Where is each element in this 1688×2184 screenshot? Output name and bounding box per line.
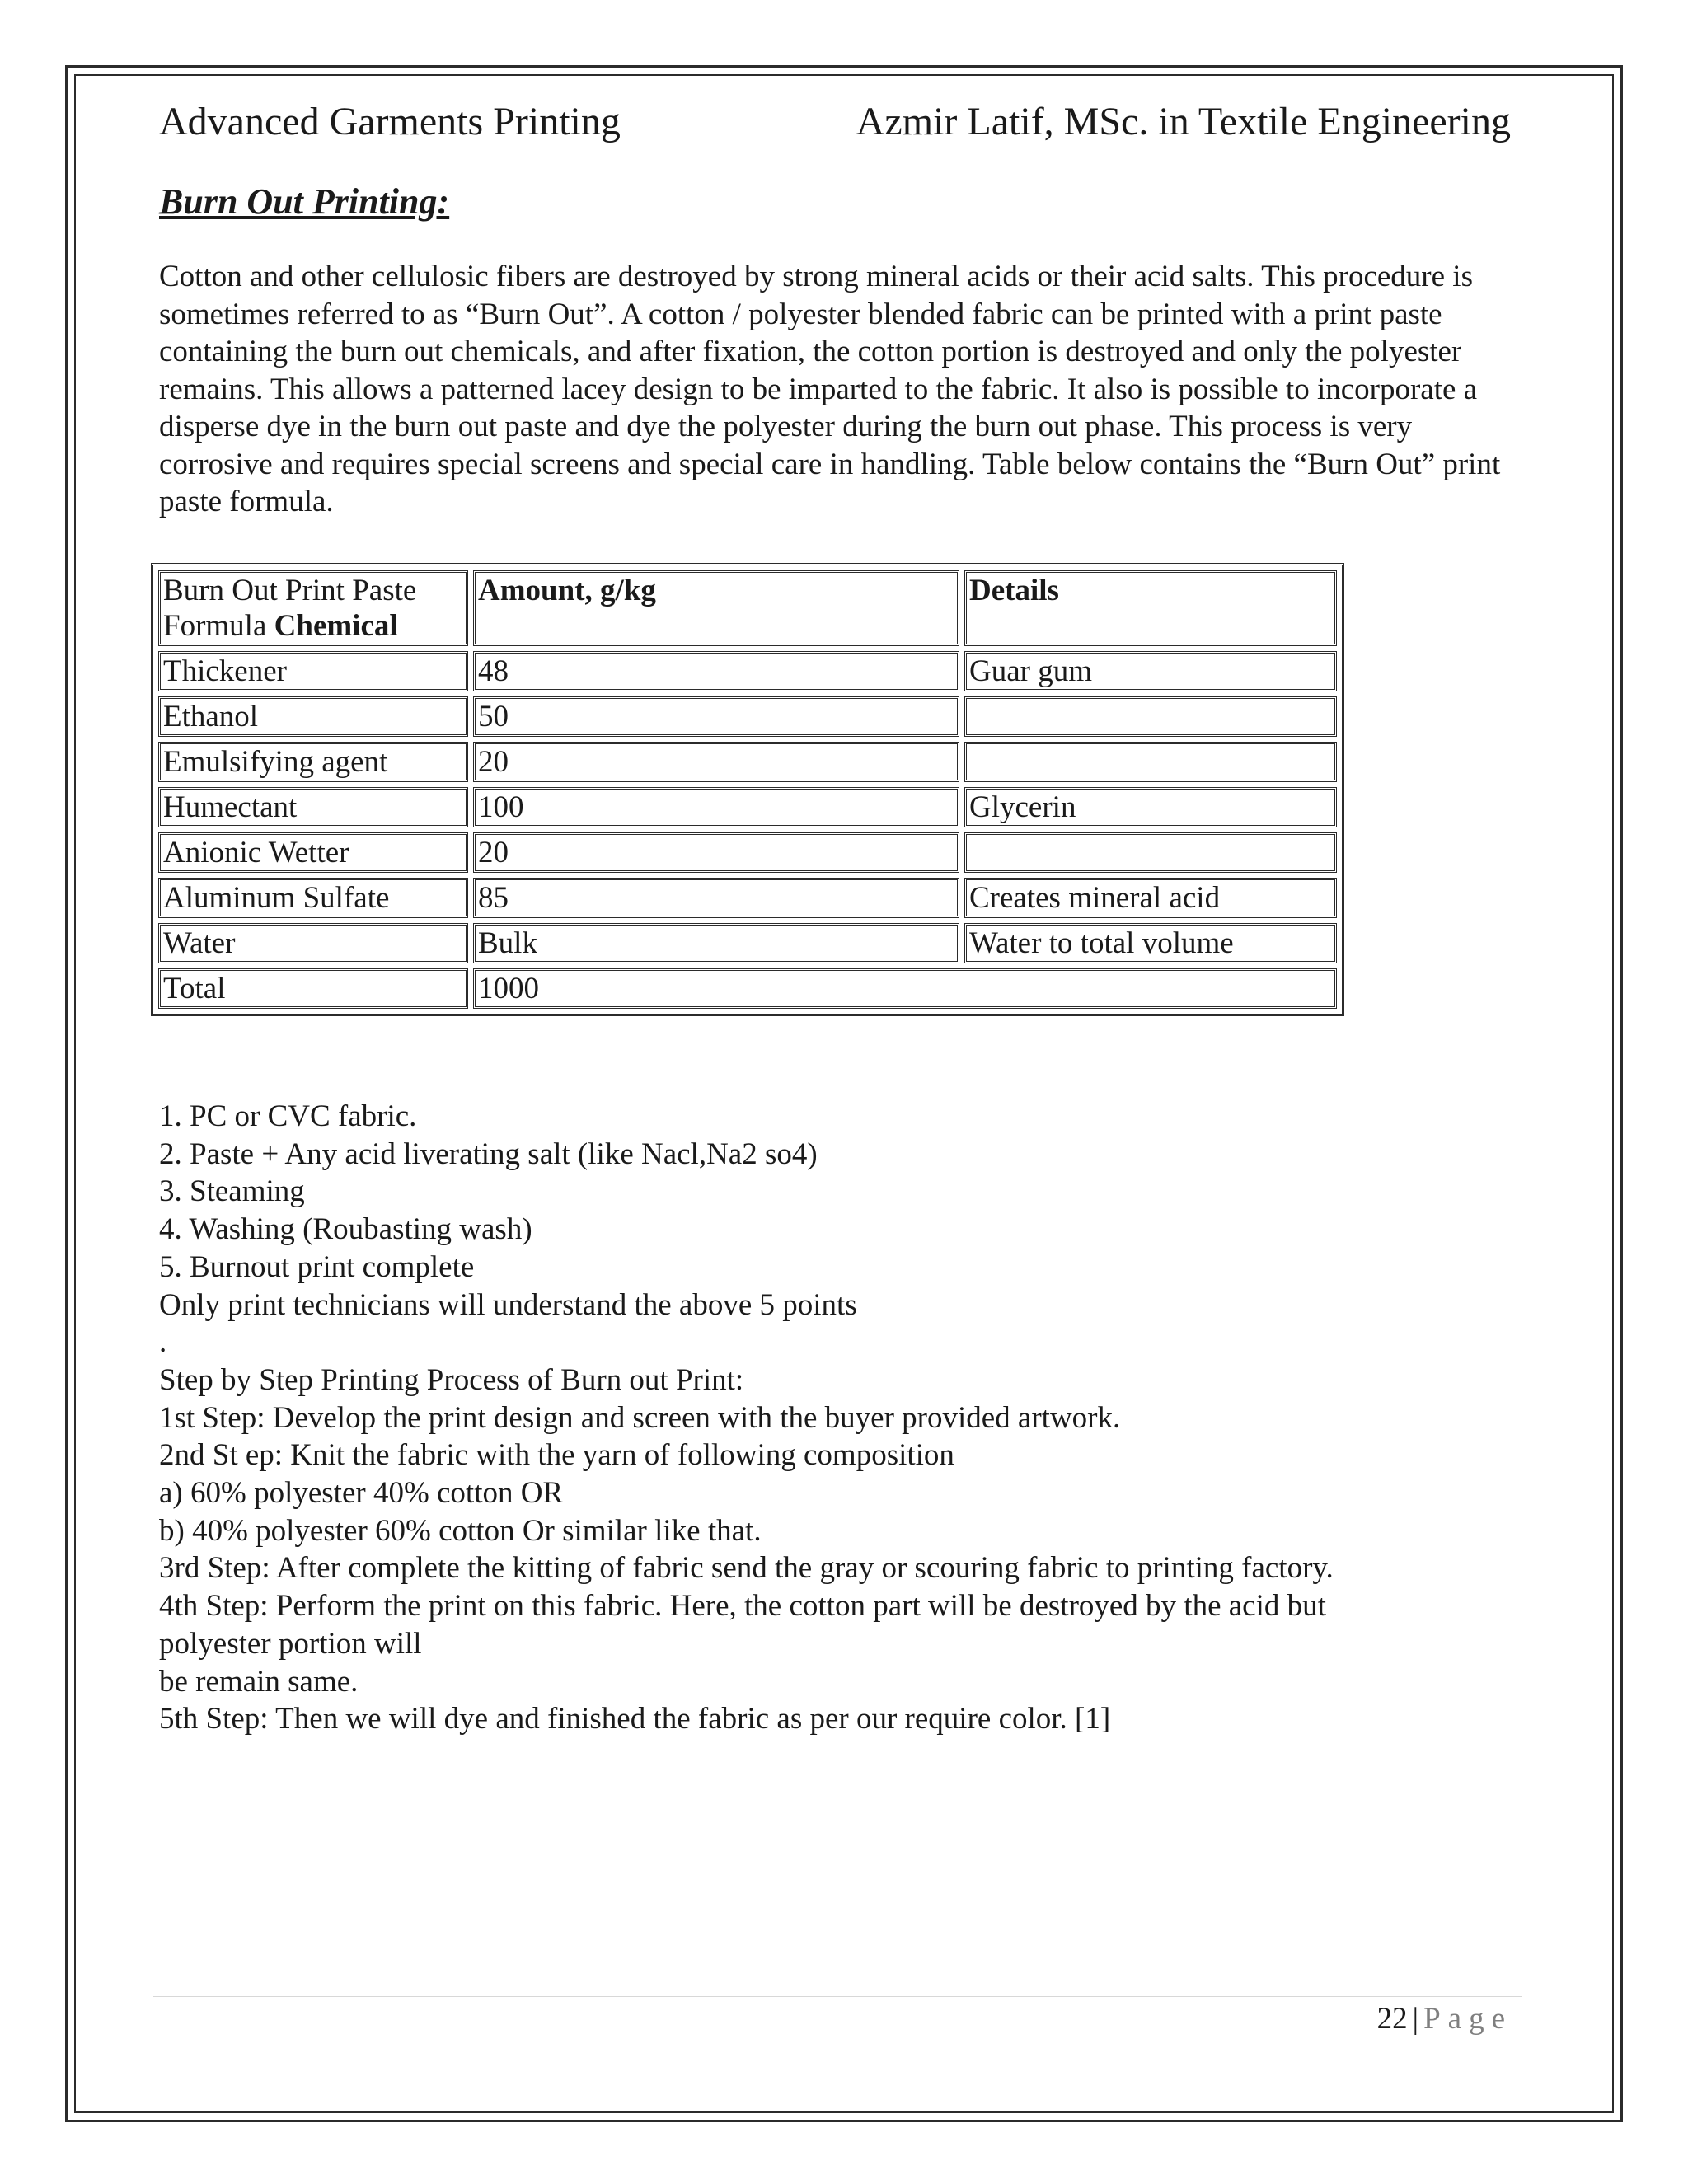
intro-paragraph: Cotton and other cellulosic fibers are destroyed by strong mineral acids or their acid salts. This procedure is sometimes referred to as “Burn Out”. A cotton / polyester blended fabric can be printed with a print paste containing the burn out chemicals, and after fixation, the cotton portion is destroyed and only the polyester remains. This allows a patterned lacey design to be imparted to the fabric. It also is possible to incorporate a disperse dye in the burn out paste and dye the polyester during the burn out phase. This process is very corrosive and requires special screens and special care in handling. Table below contains the “Burn Out” print paste formula. <box>159 260 1501 518</box>
cell-chemical: Humectant <box>158 787 468 827</box>
cell-details <box>964 742 1337 782</box>
formula-table <box>151 563 1344 1016</box>
page-number-separator: | <box>1412 2002 1419 2036</box>
step-line: Step by Step Printing Process of Burn out Print: <box>159 1362 744 1397</box>
table-total-row <box>158 968 1337 1009</box>
cell-amount: 48 <box>473 651 959 691</box>
cell-chemical: Emulsifying agent <box>158 742 468 782</box>
header-left: Advanced Garments Printing <box>159 100 621 143</box>
cell-chemical: Thickener <box>158 651 468 691</box>
step-line: 2nd St ep: Knit the fabric with the yarn of following composition <box>159 1438 954 1473</box>
table-row <box>158 787 1337 827</box>
cell-chemical: Anionic Wetter <box>158 832 468 873</box>
cell-chemical: Ethanol <box>158 696 468 737</box>
step-line: . <box>159 1325 167 1360</box>
step-line: Only print technicians will understand the above 5 points <box>159 1287 857 1322</box>
step-line: b) 40% polyester 60% cotton Or similar like that. <box>159 1513 762 1548</box>
table-row <box>158 696 1337 737</box>
header-cell-chemical <box>158 570 468 646</box>
step-line: polyester portion will <box>159 1626 422 1661</box>
table-row <box>158 923 1337 963</box>
cell-amount: 20 <box>473 742 959 782</box>
cell-details: Water to total volume <box>964 923 1337 963</box>
cell-amount: 85 <box>473 878 959 918</box>
table-row <box>158 651 1337 691</box>
table-row <box>158 742 1337 782</box>
cell-total-label: Total <box>158 968 468 1009</box>
header-cell-amount: Amount, g/kg <box>473 570 959 646</box>
cell-details <box>964 832 1337 873</box>
page-header <box>159 99 1511 145</box>
page-number-value: 22 <box>1376 2002 1408 2036</box>
cell-details <box>964 696 1337 737</box>
cell-amount: 20 <box>473 832 959 873</box>
step-line: 3. Steaming <box>159 1174 305 1209</box>
cell-details: Creates mineral acid <box>964 878 1337 918</box>
cell-amount: Bulk <box>473 923 959 963</box>
cell-details: Guar gum <box>964 651 1337 691</box>
table-header-row <box>158 570 1337 646</box>
table-row <box>158 878 1337 918</box>
step-line: be remain same. <box>159 1664 359 1699</box>
step-line: 5. Burnout print complete <box>159 1249 475 1284</box>
header-chemical-bold: Chemical <box>274 609 398 643</box>
cell-amount: 50 <box>473 696 959 737</box>
footer-divider <box>153 1996 1522 1997</box>
cell-details: Glycerin <box>964 787 1337 827</box>
page-word: Page <box>1423 2002 1512 2036</box>
process-steps <box>159 1098 1560 1738</box>
header-right: Azmir Latif, MSc. in Textile Engineering <box>856 100 1511 143</box>
step-line: 4th Step: Perform the print on this fabric. Here, the cotton part will be destroyed by the acid but <box>159 1589 1326 1624</box>
step-line: 5th Step: Then we will dye and finished the fabric as per our require color. [1] <box>159 1702 1111 1736</box>
step-line: 1. PC or CVC fabric. <box>159 1099 417 1133</box>
header-chemical-plain: Burn Out Print Paste Formula <box>163 574 417 643</box>
step-line: a) 60% polyester 40% cotton OR <box>159 1476 564 1511</box>
header-cell-details: Details <box>964 570 1337 646</box>
cell-chemical: Aluminum Sulfate <box>158 878 468 918</box>
cell-total-amount: 1000 <box>473 968 1337 1009</box>
table-row <box>158 832 1337 873</box>
cell-chemical: Water <box>158 923 468 963</box>
step-line: 4. Washing (Roubasting wash) <box>159 1212 532 1247</box>
step-line: 3rd Step: After complete the kitting of fabric send the gray or scouring fabric to printing factory. <box>159 1551 1334 1586</box>
step-line: 1st Step: Develop the print design and screen with the buyer provided artwork. <box>159 1400 1121 1435</box>
step-line: 2. Paste + Any acid liverating salt (like Nacl,Na2 so4) <box>159 1137 818 1171</box>
cell-amount: 100 <box>473 787 959 827</box>
section-title: Burn Out Printing: <box>159 181 450 222</box>
page-number <box>1377 2001 1512 2037</box>
